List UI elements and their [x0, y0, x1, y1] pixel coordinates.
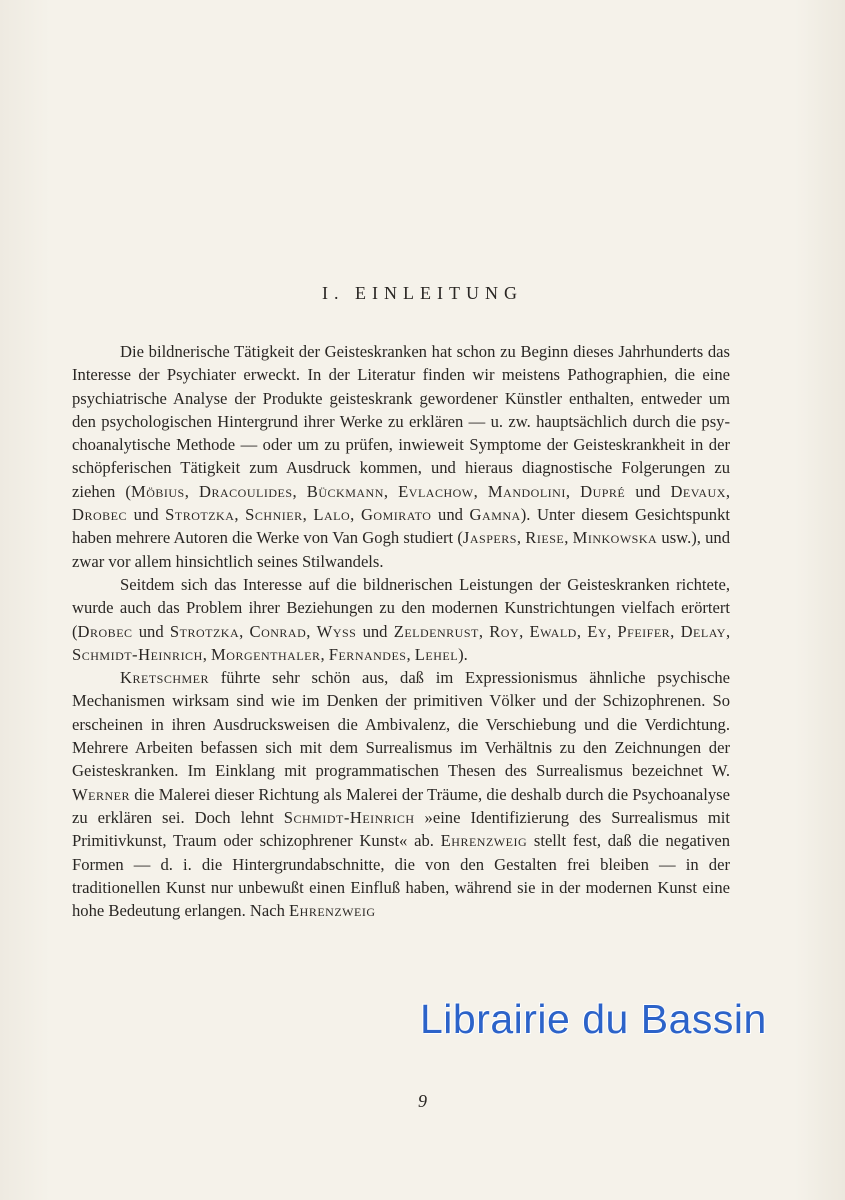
- text-run: ,: [202, 644, 212, 664]
- watermark-logo: Librairie du Bassin: [420, 996, 767, 1042]
- author-name: Strotzka: [169, 621, 240, 641]
- text-run: ,: [306, 621, 317, 641]
- author-name: Morgenthaler: [211, 644, 321, 664]
- paragraph: [72, 573, 730, 666]
- author-name: Schmidt-Heinrich: [72, 644, 203, 664]
- author-name: Delay: [680, 621, 726, 641]
- author-name: Ehrenzweig: [289, 901, 376, 921]
- chapter-heading: I. EINLEITUNG: [322, 283, 523, 303]
- author-name: Pfeifer: [617, 621, 671, 641]
- author-name: Drobec: [72, 505, 127, 525]
- text-run: ,: [516, 528, 526, 548]
- text-run: und: [431, 505, 470, 525]
- author-name: Lalo: [313, 505, 351, 525]
- text-run: ,: [350, 505, 361, 525]
- page-number: 9: [418, 1091, 427, 1111]
- text-run: ,: [670, 621, 681, 641]
- text-run: ,: [519, 621, 530, 641]
- text-run: und: [356, 621, 394, 641]
- author-name: Gamna: [469, 505, 521, 525]
- author-name: Drobec: [77, 621, 133, 641]
- author-name: Wyss: [316, 621, 357, 641]
- text-run: ,: [184, 481, 200, 501]
- text-run: usw.), und zwar vor allem hinsichtlich seines Stilwandels.: [72, 528, 731, 571]
- author-name: Fernandes: [328, 644, 407, 664]
- author-name: Conrad: [249, 621, 307, 641]
- text-run: ,: [302, 505, 314, 525]
- author-name: Mandolini: [487, 481, 566, 501]
- text-run: ,: [239, 621, 250, 641]
- author-name: Kretschmer: [120, 668, 209, 688]
- text-run: ,: [473, 481, 488, 501]
- text-run: ,: [576, 621, 588, 641]
- author-name: Möbius: [130, 481, 185, 501]
- author-name: Schnier: [245, 505, 303, 525]
- author-name: Ehrenzweig: [440, 831, 528, 851]
- author-name: Schmidt-Heinrich: [283, 807, 415, 827]
- paragraph: [72, 340, 730, 573]
- author-name: Roy: [489, 621, 520, 641]
- author-name: Devaux: [670, 481, 726, 501]
- author-name: Minkowska: [572, 528, 658, 548]
- text-run: ,: [478, 621, 490, 641]
- text-run: ,: [607, 621, 618, 641]
- text-run: ,: [564, 528, 573, 548]
- text-run: ,: [725, 621, 731, 641]
- text-run: führte sehr schön aus, daß im Expressionismus ähnliche psychische Mechanismen wirksam sind wie im Denken der primitiven Völker und der Schizophrenen. So erscheinen in ihren Ausdrucksweisen die Ambivalenz, die Verschiebung und die Verdichtung. Mehrere Arbeiten befassen sich mit dem Surrealismus im Verhältnis zu den Zeichnungen der Geisteskranken. Im Einklang mit programmatischen Thesen des Surrealismus bezeichnet W.: [72, 668, 730, 781]
- text-run: »eine Identifizierung des Surrealismus mit Primitivkunst, Traum oder schizophrener Kunst« ab.: [72, 807, 730, 851]
- author-name: Gomirato: [360, 505, 432, 525]
- text-run: ).: [458, 644, 468, 664]
- author-name: Bückmann: [306, 481, 384, 501]
- author-name: Riese: [525, 528, 565, 548]
- text-run: ,: [725, 481, 731, 501]
- text-run: ,: [320, 644, 329, 664]
- text-run: stellt fest, daß die negativen Formen — d. i. die Hintergrundabschnitte, die von den Gestalten frei bleiben — in der traditionellen Kunst nur unbewußt einen Einfluß haben, während sie in der modernen Kunst eine hohe Bedeutung erlangen. Nach: [72, 831, 730, 921]
- text-run: ,: [565, 481, 581, 501]
- body-text: [72, 340, 730, 922]
- text-run: ). Unter diesem Gesichtspunkt haben mehrere Autoren die Werke von Van Gogh studiert (: [72, 505, 730, 548]
- text-run: Seitdem sich das Interesse auf die bildnerischen Leistungen der Geisteskranken richtete, wurde auch das Problem ihrer Beziehungen zu den modernen Kunstrichtungen vielfach erörtert (: [72, 574, 730, 641]
- author-name: Dupré: [580, 481, 626, 501]
- text-run: und: [625, 481, 671, 501]
- author-name: Dracoulides: [199, 481, 293, 501]
- author-name: Werner: [72, 784, 130, 804]
- text-run: ,: [383, 481, 399, 501]
- author-name: Jaspers: [462, 528, 517, 548]
- author-name: Strotzka: [165, 505, 235, 525]
- author-name: Lehel: [414, 644, 459, 664]
- text-run: und: [127, 505, 166, 525]
- text-run: ,: [234, 505, 246, 525]
- text-run: ,: [292, 481, 307, 501]
- paragraph: [72, 666, 730, 922]
- text-run: ,: [406, 644, 415, 664]
- text-run: Die bildnerische Tätigkeit der Geisteskranken hat schon zu Beginn dieses Jahrhunderts das Interesse der Psychiater erweckt. In der Literatur finden wir meistens Pathographien, die eine psychiatrische Analyse der Produkte geisteskrank gewordener Künstler enthalten, entweder um den psychologischen Hintergrund ihrer Werke zu erklären — u. zw. hauptsächlich durch die psychoanalytische Methode — oder um zu prüfen, inwieweit Symptome der Geisteskrankheit in der schöpferischen Tätigkeit zum Ausdruck kommen, und hieraus diagnostische Folgerungen zu ziehen (: [72, 342, 730, 501]
- text-run: die Malerei dieser Richtung als Malerei der Träume, die deshalb durch die Psychoanalyse zu erklären sei. Doch lehnt: [72, 784, 730, 827]
- author-name: Evlachow: [398, 481, 474, 501]
- author-name: Ewald: [529, 621, 577, 641]
- text-run: und: [132, 621, 170, 641]
- author-name: Ey: [587, 621, 608, 641]
- author-name: Zeldenrust: [393, 621, 479, 641]
